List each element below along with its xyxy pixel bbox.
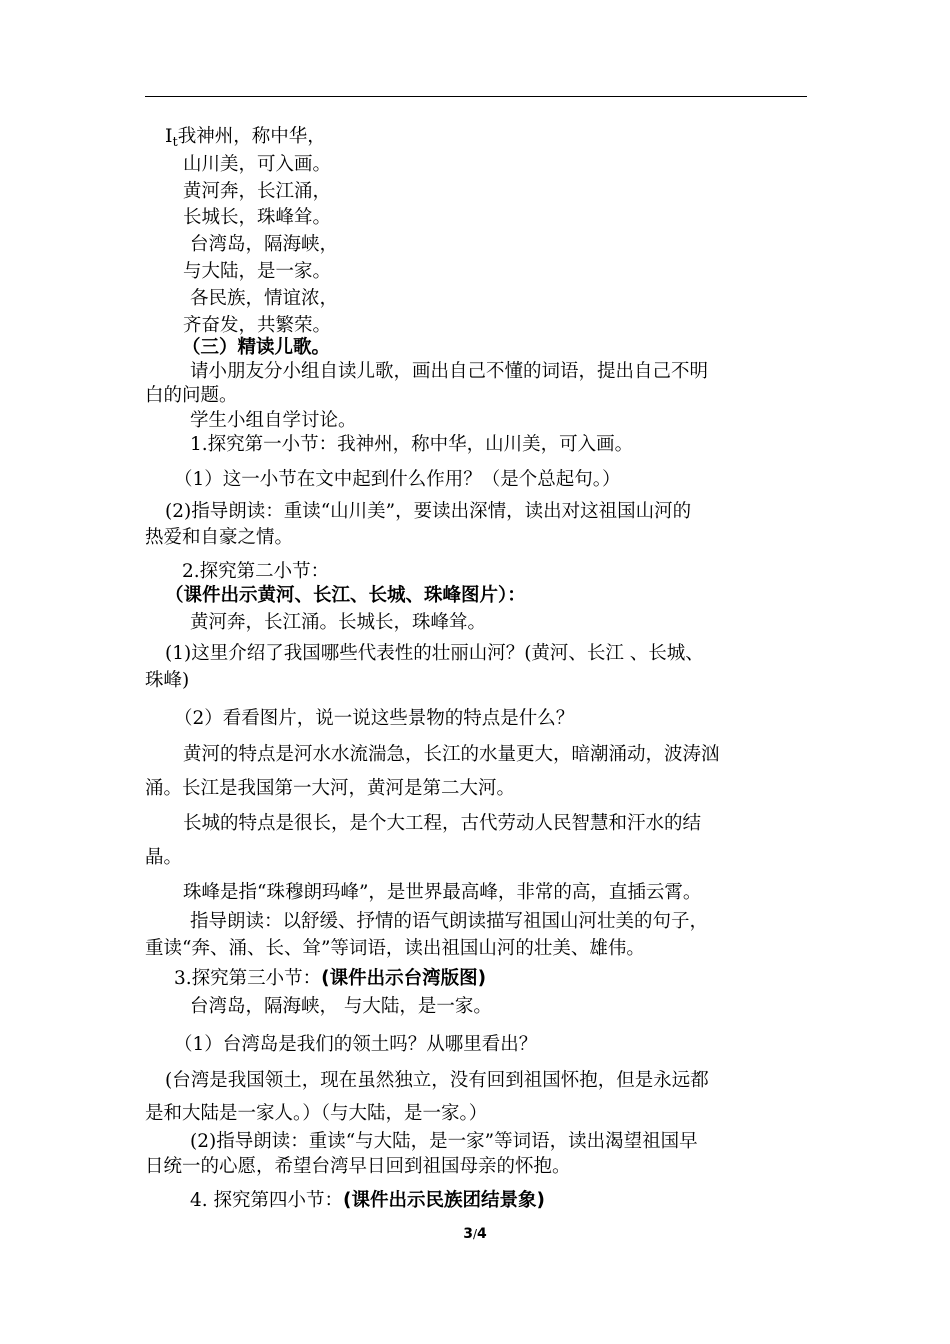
part2-title: 2.探究第二小节： bbox=[182, 561, 330, 582]
part3-a1-line1: (台湾是我国领土，现在虽然独立，没有回到祖国怀抱，但是永远都 bbox=[165, 1070, 709, 1091]
part2-q1-line2: 珠峰) bbox=[145, 670, 190, 691]
part2-guide-line2: 重读“奔、涌、长、耸”等词语，读出祖国山河的壮美、雄伟。 bbox=[145, 938, 645, 959]
great-wall-line1: 长城的特点是很长，是个大工程，古代劳动人民智慧和汗水的结 bbox=[183, 813, 702, 834]
line-marker: $I_t$ bbox=[165, 125, 178, 150]
poem-line-7: 各民族，情谊浓， bbox=[190, 288, 339, 309]
section-heading: （三）精读儿歌。 bbox=[182, 337, 331, 358]
poem-line-5: 台湾岛，隔海峡， bbox=[190, 234, 339, 255]
part4-title: 4. 探究第四小节：(课件出示民族团结景象) bbox=[190, 1190, 545, 1211]
part1-q2-line1: (2)指导朗读：重读“山川美”，要读出深情，读出对这祖国山河的 bbox=[165, 501, 692, 522]
poem-line-3: 黄河奔，长江涌， bbox=[183, 181, 332, 202]
yellow-river-line1: 黄河的特点是河水水流湍急，长江的水量更大，暗潮涌动，波涛汹 bbox=[183, 744, 720, 765]
intro-line-1: 请小朋友分小组自读儿歌，画出自己不懂的词语，提出自己不明 bbox=[190, 361, 709, 382]
part3-q1: （1）台湾岛是我们的领土吗？从哪里看出？ bbox=[174, 1034, 538, 1055]
part2-courseware: （课件出示黄河、长江、长城、珠峰图片）： bbox=[165, 585, 526, 606]
part3-q2-line2: 日统一的心愿，希望台湾早日回到祖国母亲的怀抱。 bbox=[145, 1156, 571, 1177]
poem-line-8: 齐奋发，共繁荣。 bbox=[183, 315, 332, 336]
part3-a1-line2: 是和大陆是一家人。）（与大陆，是一家。） bbox=[145, 1103, 488, 1124]
poem-line-2: 山川美，可入画。 bbox=[183, 154, 332, 175]
part1-title: 1.探究第一小节：我神州，称中华，山川美，可入画。 bbox=[190, 434, 634, 455]
poem-line-4: 长城长，珠峰耸。 bbox=[183, 207, 332, 228]
part3-title: 3.探究第三小节：(课件出示台湾版图) bbox=[174, 968, 487, 989]
discuss-line: 学生小组自学讨论。 bbox=[190, 410, 357, 431]
poem-line-6: 与大陆，是一家。 bbox=[183, 261, 332, 282]
part2-guide-line1: 指导朗读：以舒缓、抒情的语气朗读描写祖国山河壮美的句子， bbox=[190, 911, 709, 932]
part3-q2-line1: (2)指导朗读：重读“与大陆，是一家”等词语，读出渴望祖国早 bbox=[190, 1131, 698, 1152]
part2-q2: （2）看看图片，说一说这些景物的特点是什么？ bbox=[174, 708, 575, 729]
poem-line-1: $I_t$我神州，称中华， bbox=[165, 125, 326, 150]
header-rule bbox=[145, 96, 807, 97]
part2-verse: 黄河奔，长江涌。长城长，珠峰耸。 bbox=[190, 612, 487, 633]
part3-verse: 台湾岛，隔海峡， 与大陆，是一家。 bbox=[190, 996, 492, 1017]
great-wall-line2: 晶。 bbox=[145, 847, 183, 868]
everest-line: 珠峰是指“珠穆朗玛峰”，是世界最高峰，非常的高，直插云霄。 bbox=[183, 882, 702, 903]
part1-q1: （1）这一小节在文中起到什么作用？（是个总起句。） bbox=[174, 469, 621, 490]
intro-line-2: 白的问题。 bbox=[145, 385, 238, 406]
part2-q1-line1: (1)这里介绍了我国哪些代表性的壮丽山河？(黄河、长江 、长城、 bbox=[165, 643, 704, 664]
yellow-river-line2: 涌。长江是我国第一大河，黄河是第二大河。 bbox=[145, 778, 516, 799]
part1-q2-line2: 热爱和自豪之情。 bbox=[145, 527, 294, 548]
page-number: 3/4 bbox=[463, 1226, 487, 1242]
